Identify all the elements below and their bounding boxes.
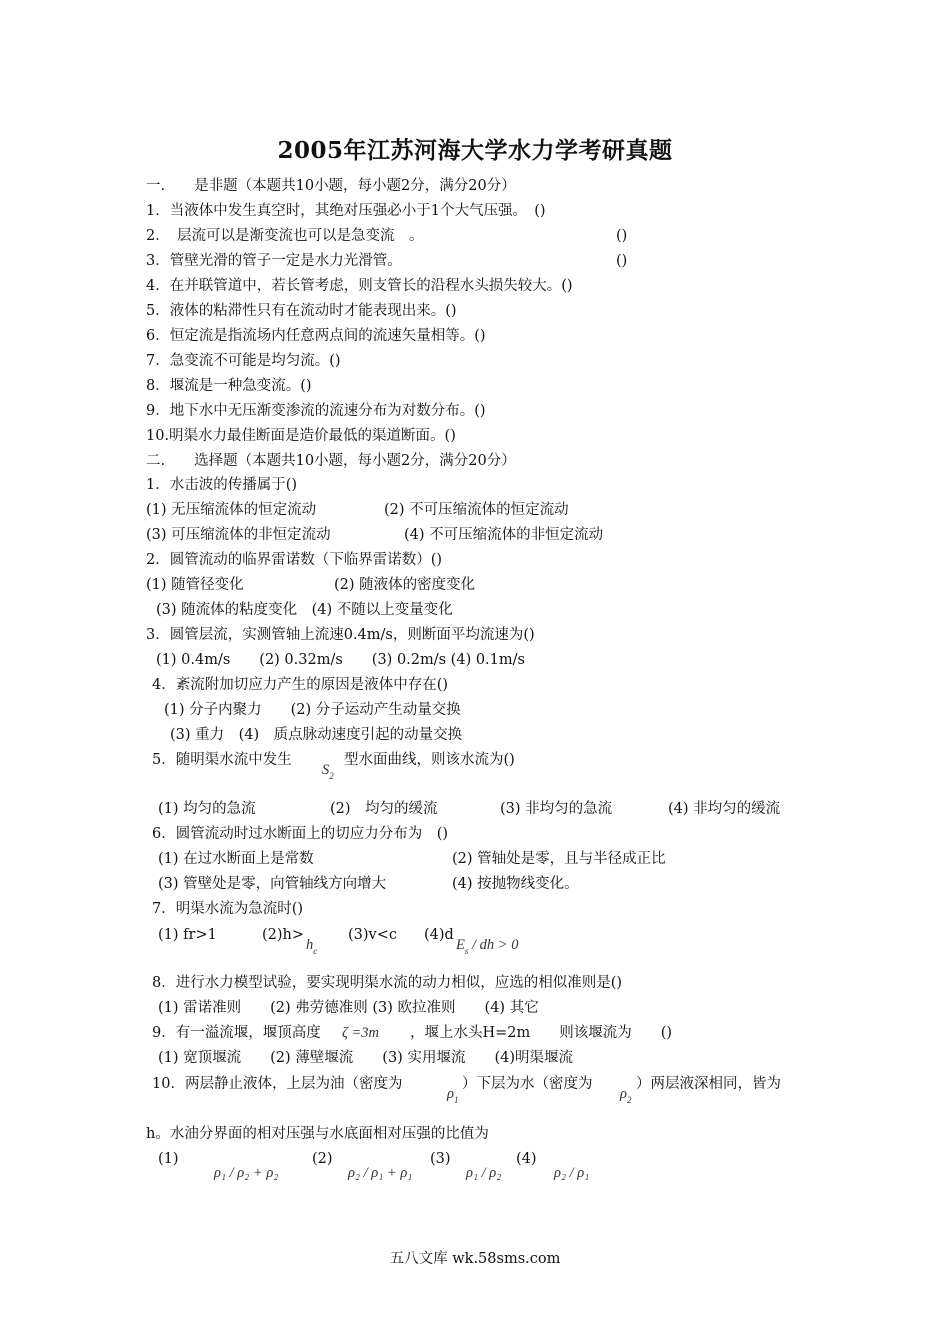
mc-q1-opt1: (1) 无压缩流体的恒定流动 (146, 502, 317, 518)
tf-item-10: 10.明渠水力最佳断面是造价最低的渠道断面。() (146, 428, 456, 444)
es-dh-formula: $E_s$ / dh > 0 (456, 937, 519, 956)
s2-curve-symbol: $S_2$ (322, 762, 334, 781)
mc-q10-opt1-formula: ρ₁ / ρ₂ + ρ₂ (214, 1165, 279, 1181)
tf-item-5: 5．液体的粘滞性只有在流动时才能表现出来。() (146, 303, 457, 319)
tf-item-3-bracket: () (616, 253, 628, 269)
mc-q5-opt3: (3) 非均匀的急流 (500, 801, 613, 817)
mc-q1-opt2: (2) 不可压缩流体的恒定流动 (384, 502, 569, 518)
mc-q10-stem-a: 10．两层静止液体，上层为油（密度为 (152, 1076, 403, 1092)
mc-q5-opt1: (1) 均匀的急流 (158, 801, 256, 817)
mc-q4: 4．紊流附加切应力产生的原因是液体中存在() (152, 677, 449, 693)
tf-item-2-bracket: () (616, 228, 628, 244)
rho2-symbol: $\rho_2$ (620, 1086, 632, 1105)
mc-q7-opt2: (2)h> (262, 927, 305, 943)
tf-item-8: 8．堰流是一种急变流。() (146, 378, 312, 394)
mc-q3: 3．圆管层流，实测管轴上流速0.4m/s，则断面平均流速为() (146, 627, 535, 643)
mc-q9-stem-end: ，堰上水头H=2m 则该堰流为 () (410, 1025, 673, 1041)
tf-item-4: 4．在并联管道中，若长管考虑，则支管长的沿程水头损失较大。() (146, 278, 573, 294)
mc-q10-opt1-label: (1) (158, 1151, 179, 1167)
mc-q10-opt4-label: (4) (516, 1151, 537, 1167)
mc-q4-opt12: (1) 分子内聚力 (2) 分子运动产生动量交换 (164, 702, 461, 718)
mc-q9-options: (1) 宽顶堰流 (2) 薄壁堰流 (3) 实用堰流 (4)明渠堰流 (158, 1050, 573, 1066)
weir-height-symbol: ζ =3m (342, 1025, 380, 1041)
tf-item-3: 3．管壁光滑的管子一定是水力光滑管。 (146, 253, 402, 269)
page-title: 2005年江苏河海大学水力学考研真题 (277, 137, 673, 164)
mc-q6-opt3: (3) 管壁处是零，向管轴线方向增大 (158, 876, 387, 892)
tf-item-1: 1．当液体中发生真空时，其绝对压强必小于1个大气压强。 () (146, 203, 546, 219)
section2-heading: 二. 选择题（本题共10小题，每小题2分，满分20分） (146, 453, 516, 469)
mc-q10-stem-b: ）下层为水（密度为 (462, 1076, 593, 1092)
mc-q10-opt2-formula: ρ₂ / ρ₁ + ρ₁ (348, 1165, 413, 1181)
footer-source: 五八文库 wk.58sms.com (389, 1251, 561, 1267)
mc-q7: 7．明渠水流为急流时() (152, 901, 304, 917)
mc-q2: 2．圆管流动的临界雷诺数（下临界雷诺数）() (146, 552, 443, 568)
hc-symbol: $h_c$ (306, 937, 318, 956)
tf-item-2: 2． 层流可以是渐变流也可以是急变流 。 (146, 228, 424, 244)
mc-q5-opt4: (4) 非均匀的缓流 (668, 801, 781, 817)
mc-q10-opt2-label: (2) (312, 1151, 333, 1167)
mc-q10-stem-line2: h。水油分界面的相对压强与水底面相对压强的比值为 (146, 1126, 489, 1142)
mc-q5-stem-start: 5．随明渠水流中发生 (152, 752, 292, 768)
mc-q1: 1．水击波的传播属于() (146, 477, 298, 493)
mc-q3-options: (1) 0.4m/s (2) 0.32m/s (3) 0.2m/s (4) 0.1m/s (156, 652, 525, 668)
mc-q7-opt4: (4)d (424, 927, 454, 943)
mc-q10-opt3-label: (3) (430, 1151, 451, 1167)
mc-q10-opt3-formula: ρ₁ / ρ₂ (466, 1165, 502, 1181)
mc-q6-opt1: (1) 在过水断面上是常数 (158, 851, 314, 867)
rho1-symbol: $\rho_1$ (447, 1086, 459, 1105)
mc-q6-opt2: (2) 管轴处是零，且与半径成正比 (452, 851, 666, 867)
mc-q5-opt2: (2) 均匀的缓流 (330, 801, 438, 817)
tf-item-9: 9．地下水中无压渐变渗流的流速分布为对数分布。() (146, 403, 486, 419)
mc-q7-opt1: (1) fr>1 (158, 927, 217, 943)
mc-q7-opt3: (3)v<c (348, 927, 398, 943)
mc-q8: 8．进行水力模型试验，要实现明渠水流的动力相似，应选的相似准则是() (152, 975, 623, 991)
mc-q2-opt1: (1) 随管径变化 (146, 577, 244, 593)
mc-q8-options: (1) 雷诺准则 (2) 弗劳德准则 (3) 欧拉准则 (4) 其它 (158, 1000, 539, 1016)
mc-q5-stem-end: 型水面曲线，则该水流为() (344, 752, 515, 768)
tf-item-6: 6．恒定流是指流场内任意两点间的流速矢量相等。() (146, 328, 486, 344)
mc-q2-opt2: (2) 随液体的密度变化 (334, 577, 476, 593)
mc-q10-stem-c: ）两层液深相同，皆为 (636, 1076, 781, 1092)
tf-item-7: 7．急变流不可能是均匀流。() (146, 353, 341, 369)
section1-heading: 一. 是非题（本题共10小题，每小题2分，满分20分） (146, 178, 516, 194)
mc-q6-opt4: (4) 按抛物线变化。 (452, 876, 579, 892)
mc-q1-opt3: (3) 可压缩流体的非恒定流动 (146, 527, 331, 543)
mc-q10-opt4-formula: ρ₂ / ρ₁ (554, 1165, 590, 1181)
mc-q4-opt34: (3) 重力 (4) 质点脉动速度引起的动量交换 (170, 727, 463, 743)
mc-q2-opt34: (3) 随流体的粘度变化 (4) 不随以上变量变化 (156, 602, 453, 618)
mc-q9-stem-start: 9．有一溢流堰，堰顶高度 (152, 1025, 321, 1041)
mc-q1-opt4: (4) 不可压缩流体的非恒定流动 (404, 527, 604, 543)
mc-q6: 6．圆管流动时过水断面上的切应力分布为 () (152, 826, 449, 842)
